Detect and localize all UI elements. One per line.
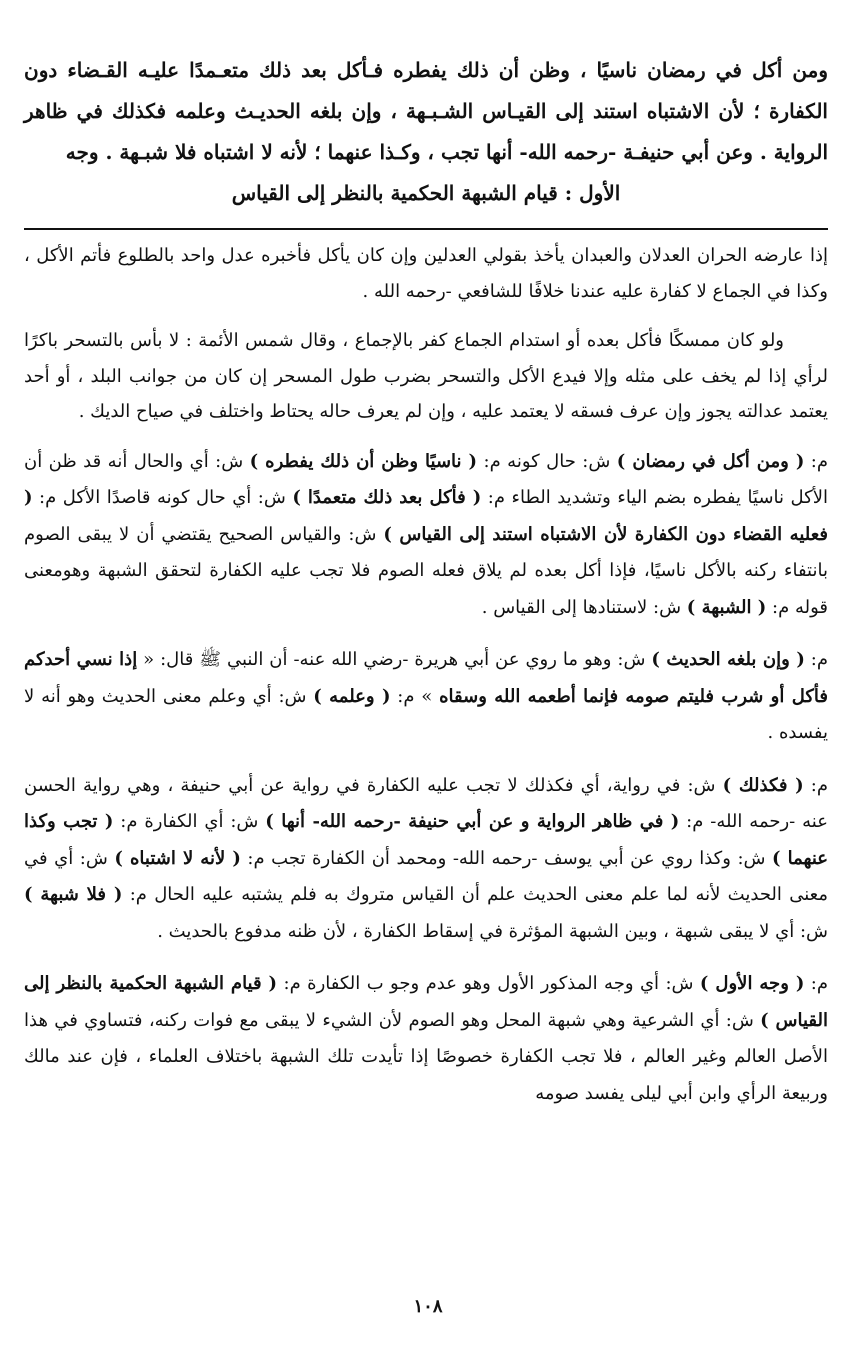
main-text <box>24 50 828 214</box>
quoted-matn: ( قيام الشبهة الحكمية بالنظر إلى القياس ) <box>24 973 829 1031</box>
quoted-matn: ( فأكل بعد ذلك متعمدًا ) <box>292 487 482 508</box>
footnote-separator <box>24 228 828 230</box>
text-span: ش: والقياس الصحيح يقتضي أن لا يبقى الصوم بانتفاء ركنه بالأكل ناسيًا، فإذا أكل بعده لم يلاق فعله الصوم فلا تجب عليه الكفارة لتحقق الشبهة وهومعنى قوله م: <box>24 523 828 618</box>
quoted-matn: ( الشبهة ) <box>686 596 767 618</box>
text-span: ش: أي في معنى الحديث لأنه لما علم معنى الحديث علم أن القياس متروك به فلم يشتبه عليه الحال م: <box>24 847 828 905</box>
commentary-section <box>24 444 828 1113</box>
main-text-paragraph: ومن أكل في رمضان ناسيًا ، وظن أن ذلك يفطره فـأكل بعد ذلك متعـمدًا عليـه القـضاء دون الكفارة ؛ لأن الاشتباه استند إلى القيـاس الشـبـهة ، وإن بلغه الحديـث وعلمه فكذلك في ظاهر الرواية . وعن أبي حنيفـة -رحمه الله- أنها تجب ، وكـذا عنهما ؛ لأنه لا اشتباه فلا شبـهة . وجه <box>24 58 828 164</box>
hadith-quote: إذا نسي أحدكم فأكل أو شرب فليتم صومه فإنما أطعمه الله وسقاه <box>24 649 829 707</box>
quoted-matn: ( لأنه لا اشتباه ) <box>114 847 241 869</box>
note-paragraph: إذا عارضه الحران العدلان والعبدان يأخذ بقولي العدلين وإن كان يأكل فأخبره عدل واحد بالطلوع فأتم الأكل ، وكذا في الجماع لا كفارة عليه عندنا خلافًا للشافعي -رحمه الله . <box>24 245 828 302</box>
quoted-matn: ( وعلمه ) <box>313 685 391 707</box>
quoted-matn: ( فعليه القضاء دون الكفارة لأن الاشتباه استند إلى القياس ) <box>24 487 828 545</box>
text-span: ش: أي وعلم معنى الحديث وهو أنه لا يفسده . <box>24 685 828 743</box>
quoted-matn: ( فكذلك ) <box>722 774 804 796</box>
text-span: ش: حال كونه م: <box>477 450 617 472</box>
commentary-paragraph <box>24 966 828 1112</box>
notes-section <box>24 238 828 430</box>
text-span: ش: أي لا يبقى شبهة ، وبين الشبهة المؤثرة في إسقاط الكفارة ، لأن ظنه مدفوع بالحديث . <box>157 920 828 942</box>
quoted-matn: ( وإن بلغه الحديث ) <box>651 649 805 670</box>
note-paragraph: ولو كان ممسكًا فأكل بعده أو استدام الجماع كفر بالإجماع ، وقال شمس الأئمة : لا بأس بالتسحر باكرًا لرأي إذا لم يخف على مثله وإلا فيدع الأكل والتسحر بضرب طول المسحر إن كان من جوانب البلد ، أو أحد يعتمد عدالته يجوز وإن عرف فسقه لا يعتمد عليه ، وإن لم يعرف حاله يحتاط واختلف في صياح الديك . <box>24 330 828 422</box>
text-span: م: <box>804 450 829 472</box>
quoted-matn: ( في ظاهر الرواية و عن أبي حنيفة -رحمه الله- أنها ) <box>265 811 680 832</box>
quoted-matn: ( ناسيًا وظن أن ذلك يفطره ) <box>249 450 478 472</box>
commentary-paragraph <box>24 768 828 951</box>
main-text-heading-line: الأول : قيام الشبهة الحكمية بالنظر إلى القياس <box>231 181 621 205</box>
commentary-paragraph <box>24 642 828 752</box>
quoted-matn: ( وجه الأول ) <box>699 973 805 994</box>
text-span: ش: أي الكفارة م: <box>113 811 266 832</box>
text-span: ش: وهو ما روي عن أبي هريرة -رضي الله عنه- أن النبي ﷺ قال: « <box>137 649 652 670</box>
text-span: ش: في رواية، أي فكذلك لا تجب عليه الكفارة في رواية عن أبي حنيفة ، وهي رواية الحسن عنه -رحمه الله- م: <box>24 774 828 832</box>
text-span: ش: لاستنادها إلى القياس . <box>481 596 687 618</box>
text-span: ش: أي حال كونه قاصدًا الأكل م: <box>32 487 293 508</box>
text-span: » م: <box>390 685 440 707</box>
text-span: ش: أي والحال أنه قد ظن أن الأكل ناسيًا يفطره بضم الياء وتشديد الطاء م: <box>24 450 828 508</box>
text-span: م: <box>804 973 829 994</box>
text-span: ش: وكذا روي عن أبي يوسف -رحمه الله- ومحمد أن الكفارة تجب م: <box>240 847 773 869</box>
quoted-matn: ( تجب وكذا عنهما ) <box>24 811 828 869</box>
text-span: م: <box>803 774 829 796</box>
text-span: ش: أي وجه المذكور الأول وهو عدم وجو ب الكفارة م: <box>277 973 700 994</box>
commentary-paragraph <box>24 444 828 627</box>
quoted-matn: ( فلا شبهة ) <box>24 884 123 905</box>
text-span: ش: أي الشرعية وهي شبهة المحل وهو الصوم لأن الشيء لا يبقى مع فوات ركنه، فتساوي في هذا الأصل العالم وغير العالم ، فلا تجب الكفارة خصوصًا إذا تأيدت تلك الشبهة باختلاف العلماء ، فإن عند مالك وربيعة الرأي وابن أبي ليلى يفسد صومه <box>24 1009 828 1104</box>
quoted-matn: ( ومن أكل في رمضان ) <box>616 450 805 472</box>
text-span: م: <box>804 649 829 670</box>
page-number: ١٠٨ <box>413 1296 443 1317</box>
